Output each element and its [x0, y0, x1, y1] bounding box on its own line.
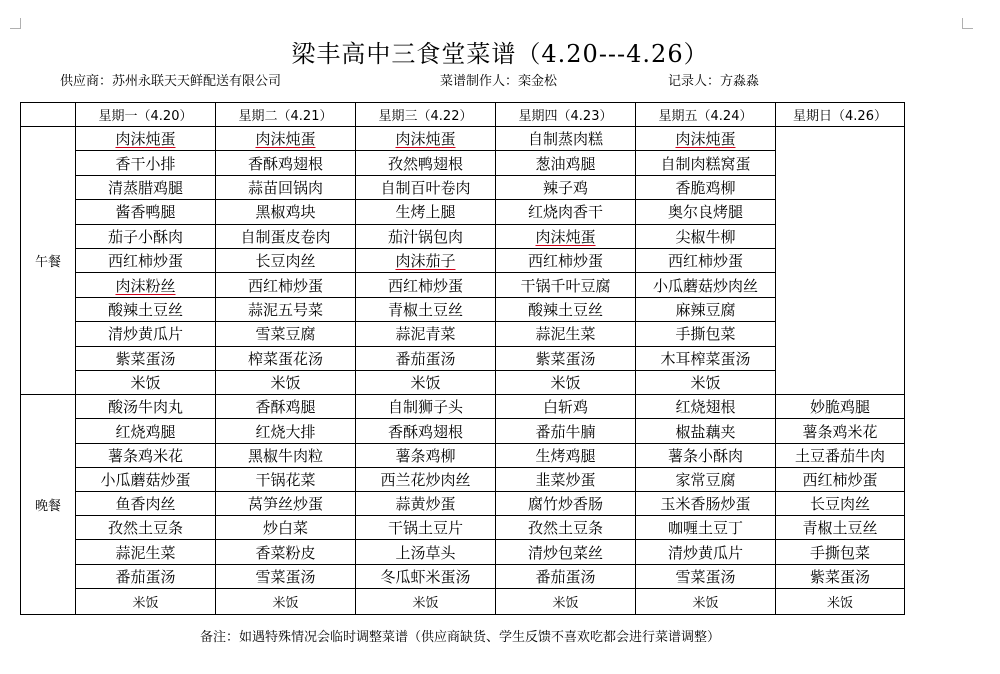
dish-cell: [356, 224, 496, 248]
header-row: [21, 103, 905, 127]
dish-name: 黑椒鸡块: [255, 203, 316, 222]
dish-cell: 妙脆鸡腿: [776, 395, 905, 419]
day-header: 星期二（4.21）: [216, 103, 356, 127]
dish-cell: [636, 346, 776, 370]
dish-cell: [356, 151, 496, 175]
dish-name: 肉沫炖蛋: [535, 227, 596, 246]
lunch-row: [21, 297, 905, 321]
lunch-row: [21, 346, 905, 370]
dish-cell: [76, 322, 216, 346]
dish-cell: 黑椒牛肉粒: [216, 443, 356, 467]
dish-name: 奥尔良烤腿: [667, 203, 743, 222]
dish-cell: [76, 127, 216, 151]
dish-name: 蒜苗回锅肉: [247, 178, 323, 197]
dish-cell: 米饭: [496, 588, 636, 614]
dish-cell: [216, 151, 356, 175]
dish-cell: [356, 322, 496, 346]
dish-name: 木耳榨菜蛋汤: [660, 349, 751, 368]
dish-cell: 孜然土豆条: [496, 516, 636, 540]
dish-cell: [496, 322, 636, 346]
lunch-row: [21, 151, 905, 175]
dish-cell: [216, 200, 356, 224]
dish-cell: [76, 297, 216, 321]
dish-cell: [356, 370, 496, 394]
footer-note: 备注：如遇特殊情况会临时调整菜谱（供应商缺货、学生反馈不喜欢吃都会进行菜谱调整）: [200, 630, 721, 645]
dish-name: 紫菜蛋汤: [535, 349, 596, 368]
supplier-label: 供应商：苏州永联天天鲜配送有限公司: [60, 74, 282, 89]
dish-name: 香酥鸡翅根: [247, 154, 323, 173]
dish-cell: 青椒土豆丝: [776, 516, 905, 540]
dish-cell: [76, 273, 216, 297]
dish-cell: 土豆番茄牛肉: [776, 443, 905, 467]
dish-cell: 蒜泥生菜: [76, 540, 216, 564]
dish-name: 米饭: [690, 374, 721, 393]
dish-cell: 米饭: [356, 588, 496, 614]
dish-cell: [76, 370, 216, 394]
meal-label-lunch: 午餐: [21, 127, 76, 395]
dish-cell: 薯条小酥肉: [636, 443, 776, 467]
dish-name: 榨菜蛋花汤: [247, 349, 323, 368]
dish-cell: [636, 248, 776, 272]
dish-name: 茄汁锅包肉: [387, 227, 463, 246]
page-corner-mark-left: [10, 18, 21, 29]
dish-cell: [76, 248, 216, 272]
dish-name: 清蒸腊鸡腿: [107, 178, 183, 197]
dish-name: 西红柿炒蛋: [247, 276, 323, 295]
dish-cell: 米饭: [636, 588, 776, 614]
dish-cell: 番茄牛腩: [496, 419, 636, 443]
dish-cell: [216, 273, 356, 297]
day-header: 星期一（4.20）: [76, 103, 216, 127]
dish-name: 清炒黄瓜片: [107, 325, 183, 344]
lunch-row: [21, 248, 905, 272]
dish-name: 酱香鸭腿: [115, 203, 176, 222]
dish-cell: 长豆肉丝: [776, 492, 905, 516]
dish-cell: [216, 248, 356, 272]
dish-cell: 西红柿炒蛋: [776, 467, 905, 491]
dish-name: 手撕包菜: [675, 325, 736, 344]
lunch-row: [21, 200, 905, 224]
dish-name: 红烧肉香干: [527, 203, 603, 222]
dish-cell: 自制狮子头: [356, 395, 496, 419]
dish-cell: 清炒包菜丝: [496, 540, 636, 564]
dish-name: 酸辣土豆丝: [527, 300, 603, 319]
dish-cell: 米饭: [776, 588, 905, 614]
dish-name: 肉沫炖蛋: [675, 130, 736, 149]
dish-cell: 清炒黄瓜片: [636, 540, 776, 564]
dish-name: 干锅千叶豆腐: [520, 276, 611, 295]
dish-name: 米饭: [130, 374, 161, 393]
dish-cell: [496, 224, 636, 248]
dish-cell: [496, 297, 636, 321]
dish-name: 肉沫炖蛋: [255, 130, 316, 149]
dinner-row: [21, 540, 905, 564]
dish-cell: [76, 151, 216, 175]
dish-name: 肉沫茄子: [395, 252, 456, 271]
dish-cell: 雪菜蛋汤: [636, 564, 776, 588]
dish-cell: [356, 175, 496, 199]
dish-cell: [636, 127, 776, 151]
dish-cell: [216, 297, 356, 321]
page-title: 梁丰高中三食堂菜谱（4.20---4.26）: [291, 40, 709, 68]
dish-cell: 鱼香肉丝: [76, 492, 216, 516]
dish-cell: [356, 248, 496, 272]
dish-name: 西红柿炒蛋: [387, 276, 463, 295]
dish-cell: [496, 200, 636, 224]
dish-name: 肉沫炖蛋: [115, 130, 176, 149]
dish-name: 肉沫粉丝: [115, 276, 176, 295]
dish-cell: [636, 224, 776, 248]
dish-name: 番茄蛋汤: [395, 349, 456, 368]
dish-name: 孜然鸭翅根: [387, 154, 463, 173]
dish-cell: 家常豆腐: [636, 467, 776, 491]
dish-name: 西红柿炒蛋: [667, 252, 743, 271]
dish-cell: [216, 370, 356, 394]
dinner-row: [21, 467, 905, 491]
dish-cell: 红烧大排: [216, 419, 356, 443]
meal-label-dinner: 晚餐: [21, 395, 76, 615]
dish-cell: 香酥鸡腿: [216, 395, 356, 419]
dinner-row: [21, 492, 905, 516]
dish-name: 西红柿炒蛋: [107, 252, 183, 271]
lunch-row: [21, 370, 905, 394]
lunch-row: [21, 273, 905, 297]
dish-name: 长豆肉丝: [255, 252, 316, 271]
lunch-row: [21, 175, 905, 199]
recorder-label: 记录人：方淼淼: [668, 74, 760, 89]
dish-cell: 米饭: [76, 588, 216, 614]
day-header: 星期四（4.23）: [496, 103, 636, 127]
dish-name: 辣子鸡: [542, 178, 588, 197]
dish-cell: [496, 370, 636, 394]
dish-name: 小瓜蘑菇炒肉丝: [652, 276, 758, 295]
menu-maker-label: 菜谱制作人：栾金松: [440, 74, 558, 89]
dish-cell: 莴笋丝炒蛋: [216, 492, 356, 516]
lunch-row: [21, 224, 905, 248]
dish-cell: 紫菜蛋汤: [776, 564, 905, 588]
dish-cell: [216, 322, 356, 346]
dish-cell: [636, 273, 776, 297]
dish-cell: [76, 200, 216, 224]
dish-name: 自制肉糕窝蛋: [660, 154, 751, 173]
dish-cell: [216, 175, 356, 199]
dinner-row: [21, 395, 905, 419]
dish-name: 紫菜蛋汤: [115, 349, 176, 368]
dish-cell: 生烤鸡腿: [496, 443, 636, 467]
day-header: 星期五（4.24）: [636, 103, 776, 127]
dish-cell: 香菜粉皮: [216, 540, 356, 564]
dish-cell: 蒜黄炒蛋: [356, 492, 496, 516]
dish-name: 自制蒸肉糕: [527, 130, 603, 149]
dish-cell: 番茄蛋汤: [76, 564, 216, 588]
menu-table: [20, 102, 905, 615]
dish-cell: 米饭: [216, 588, 356, 614]
dish-cell: 薯条鸡米花: [76, 443, 216, 467]
dish-cell: 咖喱土豆丁: [636, 516, 776, 540]
dish-cell: [496, 175, 636, 199]
dish-name: 香干小排: [115, 154, 176, 173]
dish-cell: 干锅土豆片: [356, 516, 496, 540]
dish-cell: [76, 224, 216, 248]
lunch-row: [21, 322, 905, 346]
dish-cell: [636, 322, 776, 346]
dish-cell: [216, 127, 356, 151]
dish-cell: [636, 297, 776, 321]
dish-cell: [76, 175, 216, 199]
dish-name: 米饭: [270, 374, 301, 393]
sunday-lunch-empty-cell: [776, 127, 905, 395]
dinner-row: [21, 419, 905, 443]
dish-cell: [76, 346, 216, 370]
dish-cell: [496, 346, 636, 370]
dish-cell: 香酥鸡翅根: [356, 419, 496, 443]
dish-cell: [496, 151, 636, 175]
dish-name: 肉沫炖蛋: [395, 130, 456, 149]
page-corner-mark-right: [962, 18, 973, 29]
dish-name: 生烤上腿: [395, 203, 456, 222]
dish-cell: 西兰花炒肉丝: [356, 467, 496, 491]
dish-name: 米饭: [550, 374, 581, 393]
dish-name: 麻辣豆腐: [675, 300, 736, 319]
dish-name: 青椒土豆丝: [387, 300, 463, 319]
dish-cell: 红烧翅根: [636, 395, 776, 419]
day-header: 星期日（4.26）: [776, 103, 905, 127]
dish-name: 自制百叶卷肉: [380, 178, 471, 197]
dish-name: 茄子小酥肉: [107, 227, 183, 246]
dish-cell: 椒盐藕夹: [636, 419, 776, 443]
dish-name: 尖椒牛柳: [675, 227, 736, 246]
dish-cell: 韭菜炒蛋: [496, 467, 636, 491]
dish-cell: 上汤草头: [356, 540, 496, 564]
dish-name: 雪菜豆腐: [255, 325, 316, 344]
dish-cell: 番茄蛋汤: [496, 564, 636, 588]
dish-name: 蒜泥生菜: [535, 325, 596, 344]
dish-cell: [636, 370, 776, 394]
dish-cell: [636, 175, 776, 199]
dish-cell: [356, 127, 496, 151]
dish-name: 葱油鸡腿: [535, 154, 596, 173]
dish-cell: [636, 151, 776, 175]
corner-cell: [21, 103, 76, 127]
dish-cell: 玉米香肠炒蛋: [636, 492, 776, 516]
dish-cell: [356, 346, 496, 370]
dish-cell: 冬瓜虾米蛋汤: [356, 564, 496, 588]
dish-cell: [496, 127, 636, 151]
dish-cell: 腐竹炒香肠: [496, 492, 636, 516]
dish-cell: [356, 273, 496, 297]
dish-cell: 薯条鸡柳: [356, 443, 496, 467]
dinner-row: [21, 516, 905, 540]
dish-cell: 红烧鸡腿: [76, 419, 216, 443]
dish-name: 西红柿炒蛋: [527, 252, 603, 271]
dish-cell: 手撕包菜: [776, 540, 905, 564]
dish-name: 自制蛋皮卷肉: [240, 227, 331, 246]
dish-cell: 酸汤牛肉丸: [76, 395, 216, 419]
dish-name: 蒜泥青菜: [395, 325, 456, 344]
dish-cell: 薯条鸡米花: [776, 419, 905, 443]
dish-name: 香脆鸡柳: [675, 178, 736, 197]
dish-name: 蒜泥五号菜: [247, 300, 323, 319]
dish-name: 酸辣土豆丝: [107, 300, 183, 319]
dish-cell: [496, 273, 636, 297]
dish-cell: [636, 200, 776, 224]
dinner-row: [21, 564, 905, 588]
dish-cell: [216, 346, 356, 370]
dish-cell: 孜然土豆条: [76, 516, 216, 540]
dinner-row: [21, 443, 905, 467]
dish-cell: 雪菜蛋汤: [216, 564, 356, 588]
dish-cell: 小瓜蘑菇炒蛋: [76, 467, 216, 491]
dish-cell: 白斩鸡: [496, 395, 636, 419]
dinner-row: [21, 588, 905, 614]
dish-cell: 干锅花菜: [216, 467, 356, 491]
dish-cell: [216, 224, 356, 248]
dish-cell: [496, 248, 636, 272]
dish-cell: [356, 200, 496, 224]
dish-cell: 炒白菜: [216, 516, 356, 540]
lunch-row: [21, 127, 905, 151]
day-header: 星期三（4.22）: [356, 103, 496, 127]
dish-cell: [356, 297, 496, 321]
dish-name: 米饭: [410, 374, 441, 393]
